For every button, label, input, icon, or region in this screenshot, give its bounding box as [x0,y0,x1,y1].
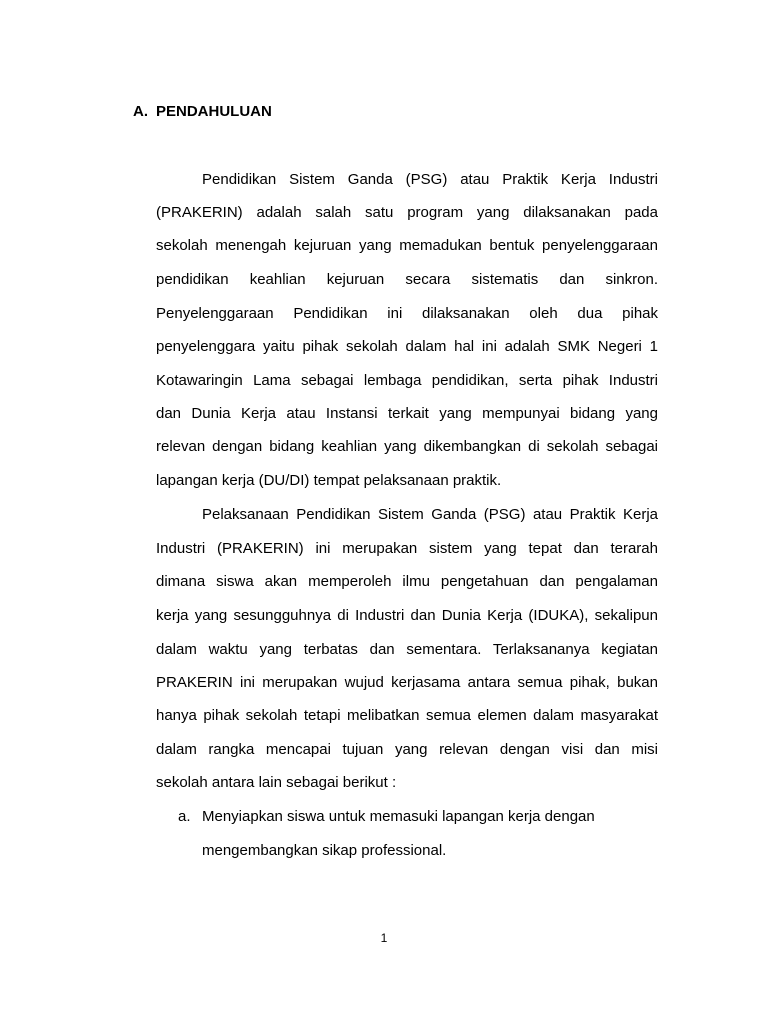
list-item-line: Menyiapkan siswa untuk memasuki lapangan kerja dengan [202,808,595,825]
paragraph-line: dimana siswa akan memperoleh ilmu pengetahuan dan pengalaman [156,573,658,590]
paragraph-line: lapangan kerja (DU/DI) tempat pelaksanaan praktik. [156,472,502,489]
section-heading [133,102,272,122]
list-item-line: mengembangkan sikap professional. [202,842,447,859]
paragraph-line: (PRAKERIN) adalah salah satu program yang dilaksanakan pada [156,204,658,221]
paragraph-line: Pelaksanaan Pendidikan Sistem Ganda (PSG) atau Praktik Kerja [202,506,658,523]
paragraph-line: hanya pihak sekolah tetapi melibatkan semua elemen dalam masyarakat [156,707,658,724]
paragraph-line: sekolah antara lain sebagai berikut : [156,774,397,791]
paragraph-line: dalam rangka mencapai tujuan yang relevan dengan visi dan misi [156,741,658,758]
paragraph-line: penyelenggara yaitu pihak sekolah dalam hal ini adalah SMK Negeri 1 [156,338,658,355]
paragraph-line: Pendidikan Sistem Ganda (PSG) atau Praktik Kerja Industri [202,171,658,188]
section-title: PENDAHULUAN [156,103,272,120]
paragraph-line: pendidikan keahlian kejuruan secara sistematis dan sinkron. [156,271,658,288]
paragraph-line: dan Dunia Kerja atau Instansi terkait yang mempunyai bidang yang [156,405,658,422]
paragraph-line: dalam waktu yang terbatas dan sementara. Terlaksananya kegiatan [156,641,658,658]
paragraph-line: PRAKERIN ini merupakan wujud kerjasama antara semua pihak, bukan [156,674,658,691]
paragraph-line: relevan dengan bidang keahlian yang dikembangkan di sekolah sebagai [156,438,658,455]
paragraph-line: Penyelenggaraan Pendidikan ini dilaksanakan oleh dua pihak [156,305,658,322]
paragraph-line: Kotawaringin Lama sebagai lembaga pendidikan, serta pihak Industri [156,372,658,389]
paragraph-line: sekolah menengah kejuruan yang memadukan bentuk penyelenggaraan [156,237,658,254]
paragraph-line: Industri (PRAKERIN) ini merupakan sistem yang tepat dan terarah [156,540,658,557]
section-number: A. [133,103,148,120]
paragraph-line: kerja yang sesungguhnya di Industri dan Dunia Kerja (IDUKA), sekalipun [156,607,658,624]
list-marker: a. [178,808,191,825]
page-number: 1 [380,931,388,945]
